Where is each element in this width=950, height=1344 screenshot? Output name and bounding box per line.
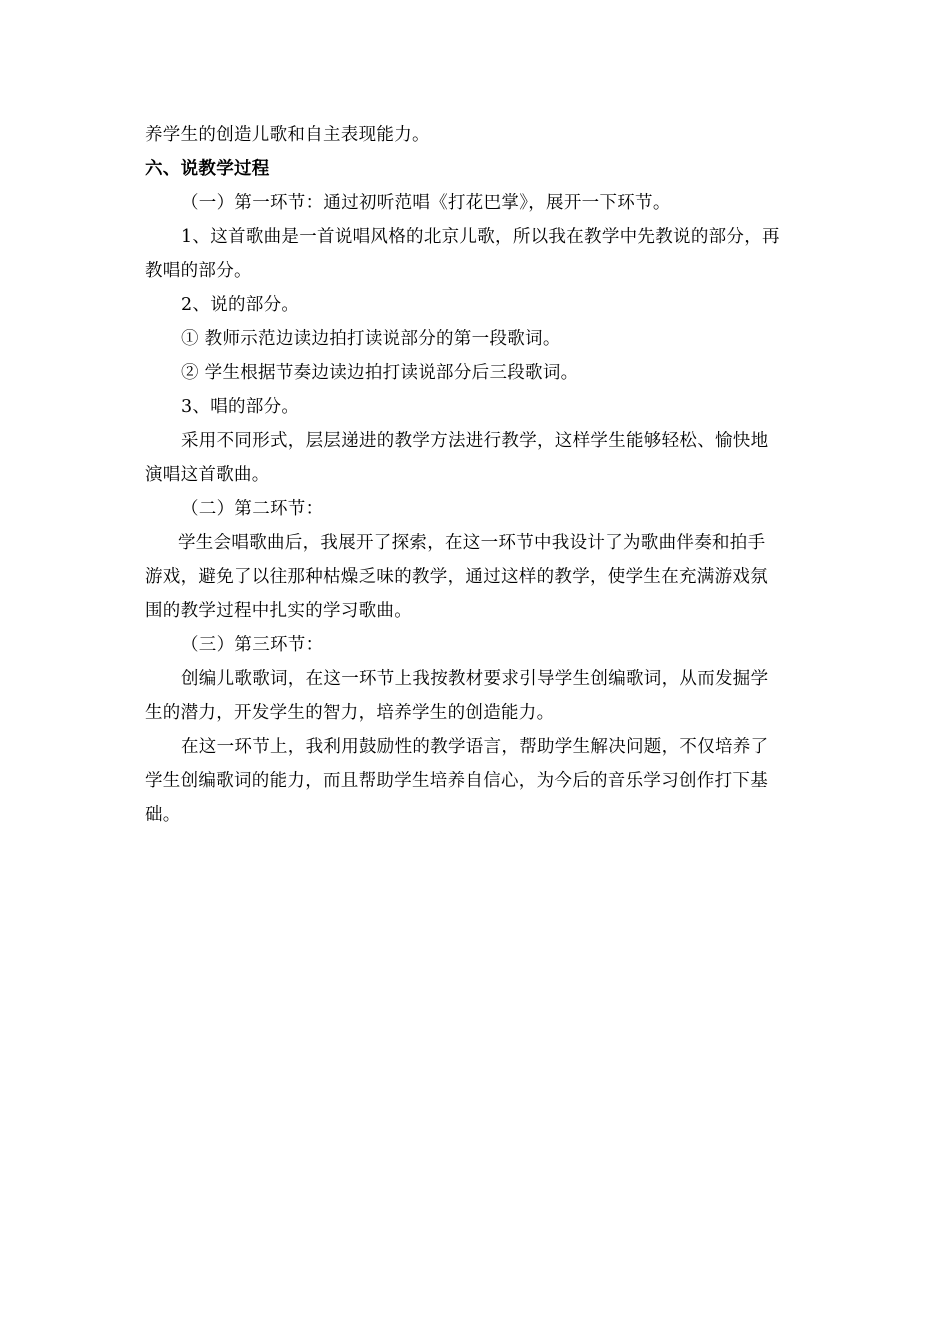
list-item: 2、说的部分。	[181, 295, 300, 315]
document-body	[145, 118, 810, 832]
list-item: 3、唱的部分。	[181, 397, 300, 417]
paragraph-line: 学生创编歌词的能力，而且帮助学生培养自信心，为今后的音乐学习创作打下基	[145, 771, 768, 791]
paragraph-line: 采用不同形式，层层递进的教学方法进行教学，这样学生能够轻松、愉快地	[181, 431, 769, 451]
paragraph-line: 生的潜力，开发学生的智力，培养学生的创造能力。	[145, 703, 555, 723]
subsection-title-2: （二）第二环节：	[181, 499, 324, 519]
paragraph-line: 教唱的部分。	[145, 261, 252, 281]
paragraph-line: 础。	[145, 805, 181, 825]
paragraph-line: 养学生的创造儿歌和自主表现能力。	[145, 125, 430, 145]
paragraph-line: 在这一环节上，我利用鼓励性的教学语言，帮助学生解决问题，不仅培养了	[181, 737, 769, 757]
paragraph-line: 学生会唱歌曲后，我展开了探索，在这一环节中我设计了为歌曲伴奏和拍手	[178, 533, 766, 553]
paragraph-line: 1、这首歌曲是一首说唱风格的北京儿歌，所以我在教学中先教说的部分，再	[181, 227, 780, 247]
subsection-title-3: （三）第三环节：	[181, 635, 324, 655]
paragraph-line: 创编儿歌歌词，在这一环节上我按教材要求引导学生创编歌词，从而发掘学	[181, 669, 769, 689]
list-item: ① 教师示范边读边拍打读说部分的第一段歌词。	[181, 329, 561, 349]
list-item: ② 学生根据节奏边读边拍打读说部分后三段歌词。	[181, 363, 579, 383]
paragraph-line: 围的教学过程中扎实的学习歌曲。	[145, 601, 412, 621]
paragraph-line: 演唱这首歌曲。	[145, 465, 270, 485]
paragraph-line: 游戏，避免了以往那种枯燥乏味的教学，通过这样的教学，使学生在充满游戏氛	[145, 567, 768, 587]
section-heading: 六、说教学过程	[145, 159, 270, 179]
subsection-title-1: （一）第一环节：通过初听范唱《打花巴掌》，展开一下环节。	[181, 193, 671, 213]
